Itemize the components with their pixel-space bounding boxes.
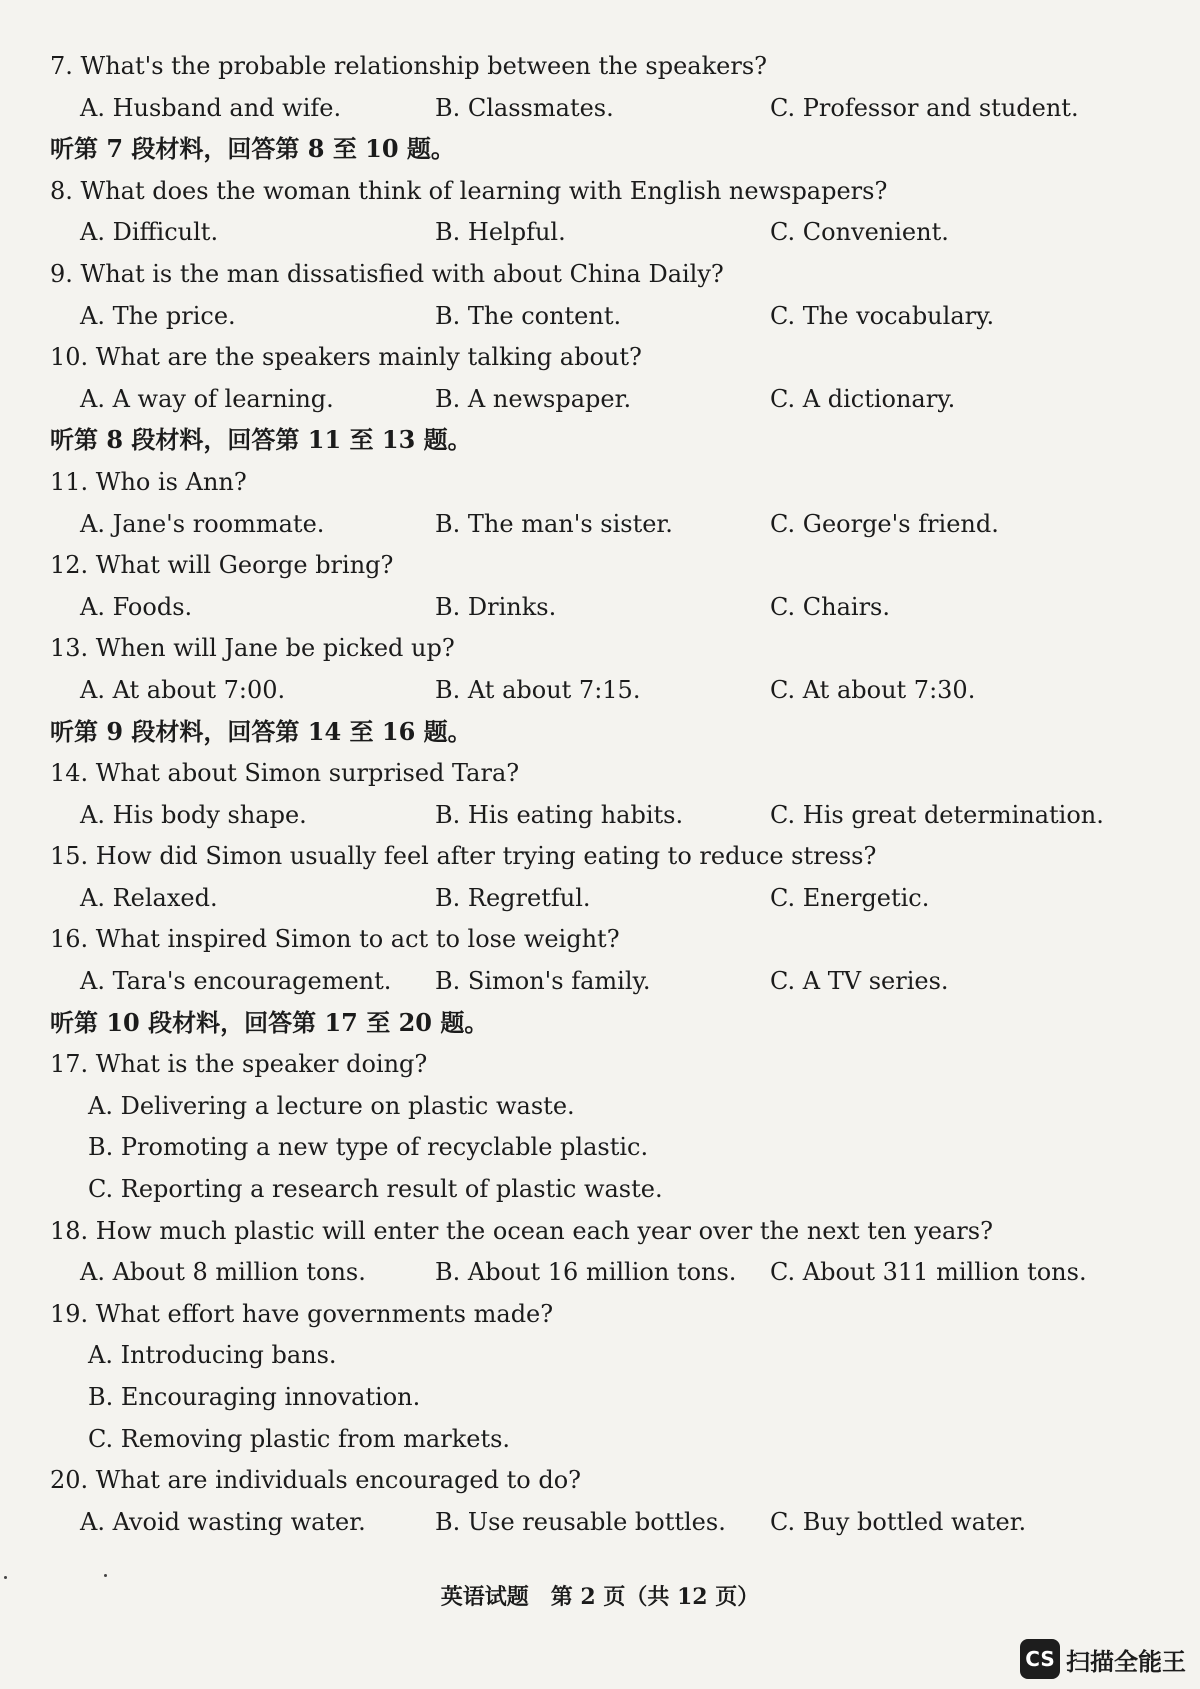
exam-page [50,52,1110,1549]
answer-option-a: A. Tara's encouragement. [80,967,392,996]
section-instruction: 听第 9 段材料，回答第 14 至 16 题。 [50,716,472,746]
answer-option-b: B. His eating habits. [435,800,684,829]
answer-option-c: C. Convenient. [770,218,949,247]
question-text: 11. Who is Ann? [50,467,247,496]
answer-option-b: B. Drinks. [435,592,557,621]
answer-option-a: A. Foods. [80,592,193,621]
answer-options-row [50,94,1110,136]
scanner-watermark [1020,1639,1186,1679]
answer-option-a: A. At about 7:00. [80,675,286,704]
answer-option-a: A. His body shape. [80,800,307,829]
answer-options-row [50,385,1110,427]
answer-option-c: C. A dictionary. [770,384,956,413]
answer-options-row [50,967,1110,1009]
answer-option-c: C. George's friend. [770,509,999,538]
section-instruction: 听第 7 段材料，回答第 8 至 10 题。 [50,134,455,164]
question-text: 19. What effort have governments made? [50,1299,554,1328]
answer-options-row [50,302,1110,344]
answer-option-b: B. Classmates. [435,93,614,122]
answer-options-row [50,510,1110,552]
answer-option: A. Delivering a lecture on plastic waste. [88,1091,575,1120]
answer-option-b: B. The content. [435,301,622,330]
answer-option: A. Introducing bans. [88,1341,337,1370]
answer-option-c: C. Professor and student. [770,93,1079,122]
question-text: 20. What are individuals encouraged to do? [50,1466,582,1495]
answer-option-a: A. A way of learning. [80,384,334,413]
question-text: 16. What inspired Simon to act to lose weight? [50,925,620,954]
section-instruction: 听第 8 段材料，回答第 11 至 13 题。 [50,425,472,455]
watermark-text: 扫描全能王 [1066,1647,1186,1676]
question-text: 17. What is the speaker doing? [50,1050,428,1079]
question-text: 18. How much plastic will enter the ocean each year over the next ten years? [50,1216,993,1245]
answer-option-b: B. Simon's family. [435,967,651,996]
answer-option-a: A. Relaxed. [80,883,218,912]
answer-option-a: A. The price. [80,301,236,330]
answer-option-b: B. Use reusable bottles. [435,1507,726,1536]
answer-option-b: B. The man's sister. [435,509,673,538]
question-text: 8. What does the woman think of learning with English newspapers? [50,176,888,205]
question-text: 13. When will Jane be picked up? [50,634,455,663]
answer-options-row [50,676,1110,718]
answer-options-row [50,1258,1110,1300]
section-instruction: 听第 10 段材料，回答第 17 至 20 题。 [50,1007,489,1037]
answer-option-c: C. The vocabulary. [770,301,995,330]
answer-options-row [50,801,1110,843]
answer-option-b: B. Regretful. [435,883,591,912]
question-text: 7. What's the probable relationship between the speakers? [50,52,768,80]
camscanner-logo-icon: CS [1020,1639,1060,1679]
answer-option-c: C. A TV series. [770,967,949,996]
answer-option-a: A. Avoid wasting water. [80,1507,366,1536]
question-text: 15. How did Simon usually feel after trying eating to reduce stress? [50,842,877,871]
answer-option-c: C. Chairs. [770,592,890,621]
answer-option-c: C. Buy bottled water. [770,1507,1027,1536]
scan-speck [104,1574,107,1577]
question-text: 14. What about Simon surprised Tara? [50,759,520,788]
answer-option-b: B. About 16 million tons. [435,1258,737,1287]
answer-options-row [50,1508,1110,1550]
answer-option: B. Encouraging innovation. [88,1383,421,1411]
answer-options-row [50,218,1110,260]
answer-option-b: B. At about 7:15. [435,675,641,704]
answer-option-b: B. Helpful. [435,218,566,247]
answer-option: B. Promoting a new type of recyclable plastic. [88,1133,649,1162]
answer-options-row [50,593,1110,635]
answer-option-a: A. Husband and wife. [80,93,342,122]
answer-option-a: A. Jane's roommate. [80,509,325,538]
answer-option-c: C. His great determination. [770,800,1104,829]
scan-speck [4,1576,7,1579]
question-text: 10. What are the speakers mainly talking about? [50,343,642,372]
answer-options-row [50,884,1110,926]
question-text: 12. What will George bring? [50,551,394,580]
answer-option-b: B. A newspaper. [435,384,632,413]
answer-option-c: C. At about 7:30. [770,675,976,704]
page-footer: 英语试题 第 2 页（共 12 页） [440,1584,760,1610]
answer-option: C. Reporting a research result of plastic waste. [88,1175,663,1204]
answer-option-a: A. About 8 million tons. [80,1258,366,1287]
answer-option: C. Removing plastic from markets. [88,1424,511,1453]
answer-option-a: A. Difficult. [80,218,219,247]
question-text: 9. What is the man dissatisfied with about China Daily? [50,259,724,288]
answer-option-c: C. About 311 million tons. [770,1258,1087,1287]
answer-option-c: C. Energetic. [770,883,930,912]
